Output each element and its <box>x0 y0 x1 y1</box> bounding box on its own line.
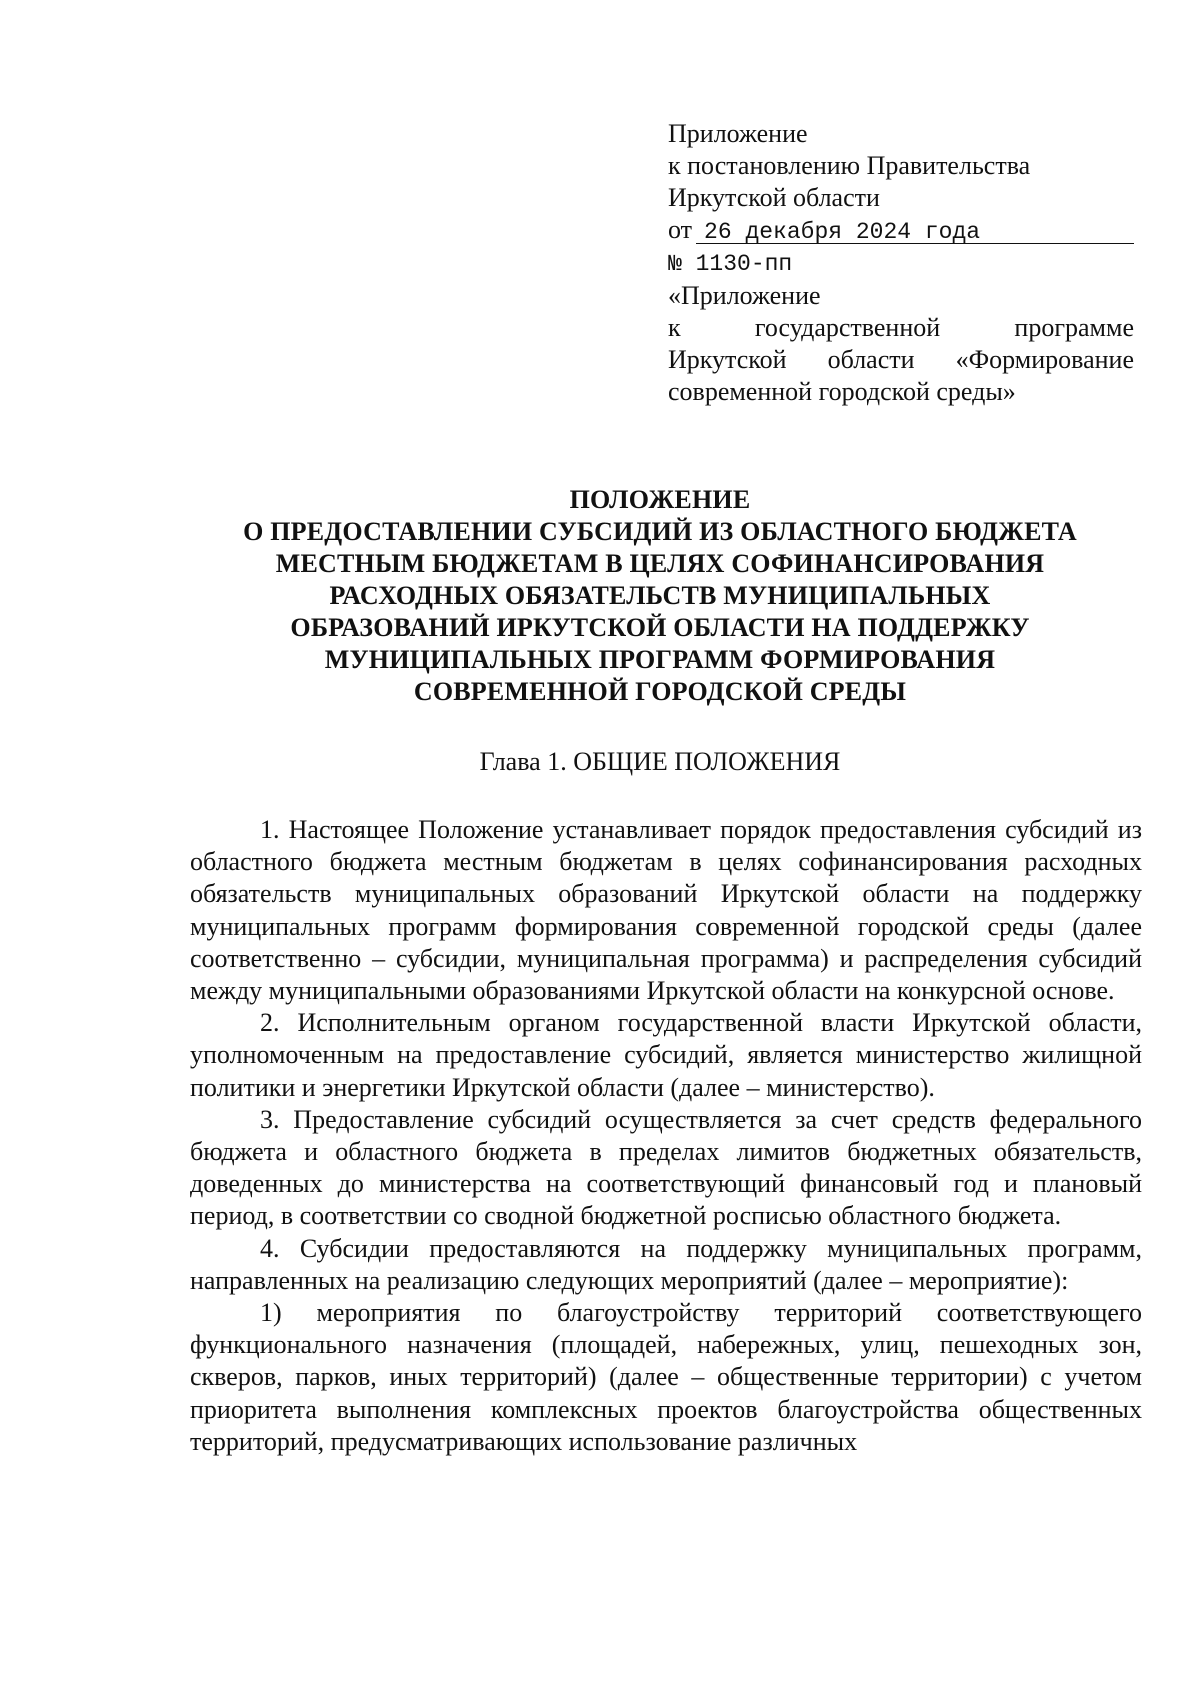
title-line: МЕСТНЫМ БЮДЖЕТАМ В ЦЕЛЯХ СОФИНАНСИРОВАНИЯ <box>275 549 1045 578</box>
paragraph-3: 3. Предоставление субсидий осуществляется за счет средств федерального бюджета и областного бюджета в пределах лимитов бюджетных обязательств, доведенных до министерства на соответствующий финансовый год и плановый период, в соответствии со сводной бюджетной росписью областного бюджета. <box>190 1104 1142 1231</box>
header-line-region: Иркутской области <box>668 183 880 212</box>
title-line: ПОЛОЖЕНИЕ <box>569 485 751 514</box>
header-line-resolution: к постановлению Правительства <box>668 151 1031 180</box>
title-line: ОБРАЗОВАНИЙ ИРКУТСКОЙ ОБЛАСТИ НА ПОДДЕРЖКУ <box>290 613 1030 642</box>
header-word: программе <box>1014 313 1134 342</box>
header-word: области <box>827 345 915 374</box>
header-line-program-end: современной городской среды» <box>668 377 1016 406</box>
paragraph-4: 4. Субсидии предоставляются на поддержку муниципальных программ, направленных на реализацию следующих мероприятий (далее – мероприятие): <box>190 1233 1142 1295</box>
chapter-heading: Глава 1. ОБЩИЕ ПОЛОЖЕНИЯ <box>479 747 841 776</box>
document-title <box>150 484 1170 708</box>
paragraph-4-item-1: 1) мероприятия по благоустройству территорий соответствующего функционального назначения (площадей, набережных, улиц, пешеходных зон, скверов, парков, иных территорий) (далее – общественные территории) с учетом приоритета выполнения комплексных проектов благоустройства общественных территорий, предусматривающих использование различных <box>190 1298 1142 1456</box>
header-word: Иркутской <box>668 345 787 374</box>
title-line: РАСХОДНЫХ ОБЯЗАТЕЛЬСТВ МУНИЦИПАЛЬНЫХ <box>329 581 991 610</box>
header-line-appendix-quoted: «Приложение <box>668 281 821 310</box>
header-line-appendix: Приложение <box>668 119 808 148</box>
header-date-line <box>668 214 1134 248</box>
document-body <box>190 814 1142 1458</box>
header-word: государственной <box>754 313 941 342</box>
title-line: О ПРЕДОСТАВЛЕНИИ СУБСИДИЙ ИЗ ОБЛАСТНОГО БЮДЖЕТА <box>243 517 1077 546</box>
header-line-program <box>668 312 1134 344</box>
paragraph-1: 1. Настоящее Положение устанавливает порядок предоставления субсидий из областного бюджета местным бюджетам в целях софинансирования расходных обязательств муниципальных образований Иркутской области на поддержку муниципальных программ формирования современной городской среды (далее соответственно – субсидии, муниципальная программа) и распределения субсидий между муниципальными образованиями Иркутской области на конкурсной основе. <box>190 815 1142 1006</box>
title-line: МУНИЦИПАЛЬНЫХ ПРОГРАММ ФОРМИРОВАНИЯ <box>324 645 996 674</box>
header-date-prefix: от <box>668 215 693 244</box>
header-date-value: 26 декабря 2024 года <box>704 219 981 245</box>
appendix-header <box>668 118 1134 408</box>
paragraph-2: 2. Исполнительным органом государственной власти Иркутской области, уполномоченным на предоставление субсидий, является министерство жилищной политики и энергетики Иркутской области (далее – министерство). <box>190 1008 1142 1102</box>
header-word: к <box>668 313 681 342</box>
title-line: СОВРЕМЕННОЙ ГОРОДСКОЙ СРЕДЫ <box>413 677 907 706</box>
header-number: № 1130-пп <box>668 251 793 277</box>
header-word: «Формирование <box>955 345 1134 374</box>
date-underline <box>696 243 1134 244</box>
header-line-program-name <box>668 344 1134 376</box>
